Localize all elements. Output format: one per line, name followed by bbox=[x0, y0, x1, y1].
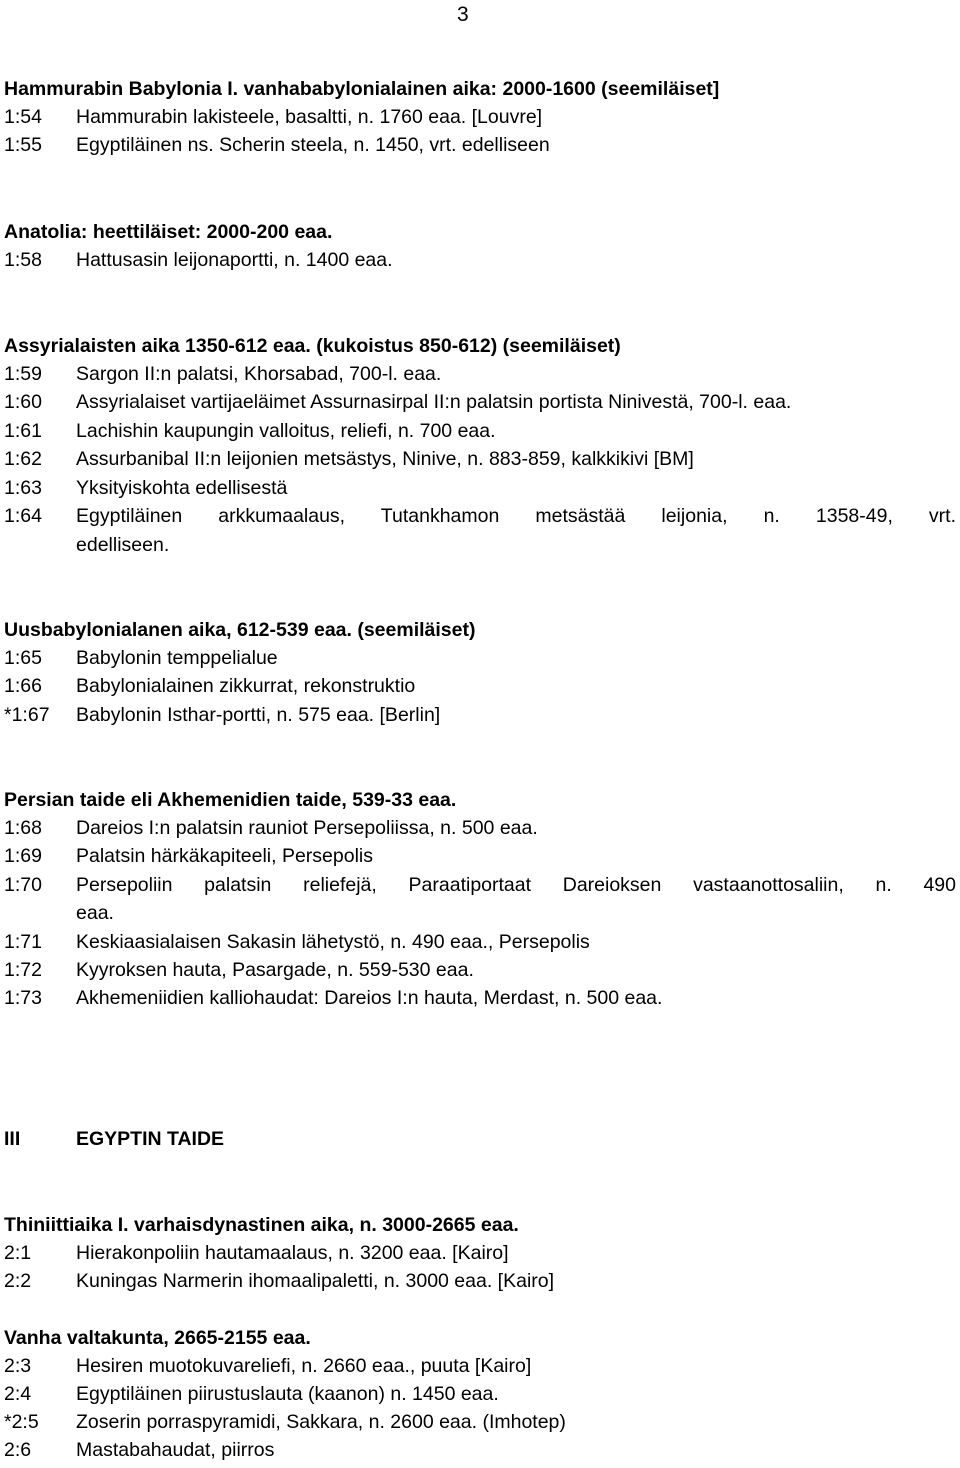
list-item bbox=[4, 363, 956, 391]
list-item bbox=[4, 448, 956, 476]
chapter-number: III bbox=[4, 1128, 21, 1150]
section-heading-babylonia: Hammurabin Babylonia I. vanhababylonialainen aika: 2000-1600 (seemiläiset] bbox=[4, 78, 720, 100]
section-heading-old-kingdom: Vanha valtakunta, 2665-2155 eaa. bbox=[4, 1327, 311, 1349]
entry-text: Akhemeniidien kalliohaudat: Dareios I:n hauta, Merdast, n. 500 eaa. bbox=[76, 987, 663, 1009]
entry-number: 1:70 bbox=[4, 874, 42, 896]
entry-text: Assurbanibal II:n leijonien metsästys, Ninive, n. 883-859, kalkkikivi [BM] bbox=[76, 448, 694, 470]
entry-number: 2:6 bbox=[4, 1439, 32, 1461]
entry-number: 2:4 bbox=[4, 1383, 32, 1405]
section-heading-anatolia: Anatolia: heettiläiset: 2000-200 eaa. bbox=[4, 221, 333, 243]
entry-number: 1:58 bbox=[4, 249, 42, 271]
entry-number: 1:65 bbox=[4, 647, 42, 669]
entry-text: Hattusasin leijonaportti, n. 1400 eaa. bbox=[76, 249, 393, 271]
list-item bbox=[4, 845, 956, 873]
list-item bbox=[4, 931, 956, 959]
entry-number: 2:1 bbox=[4, 1242, 32, 1264]
entry-text: Assyrialaiset vartijaeläimet Assurnasirpal II:n palatsin portista Ninivestä, 700-l. eaa. bbox=[76, 391, 792, 413]
section-heading-neobabylonia: Uusbabylonialanen aika, 612-539 eaa. (seemiläiset) bbox=[4, 619, 476, 641]
entry-number: 1:66 bbox=[4, 675, 42, 697]
entry-number: 1:71 bbox=[4, 931, 42, 953]
entry-number: 1:62 bbox=[4, 448, 42, 470]
entry-text: Babylonialainen zikkurrat, rekonstruktio bbox=[76, 675, 416, 697]
entry-number: 1:63 bbox=[4, 477, 42, 499]
list-item bbox=[4, 477, 956, 505]
section-heading-persia: Persian taide eli Akhemenidien taide, 539-33 eaa. bbox=[4, 789, 457, 811]
list-item bbox=[4, 134, 956, 162]
entry-number: 1:68 bbox=[4, 817, 42, 839]
entry-text: Egyptiläinen arkkumaalaus, Tutankhamon metsästää leijonia, n. 1358-49, vrt. bbox=[76, 505, 956, 527]
list-item bbox=[4, 1439, 956, 1467]
entry-number: 1:55 bbox=[4, 134, 42, 156]
chapter-title: EGYPTIN TAIDE bbox=[76, 1128, 225, 1150]
entry-text: Babylonin Isthar-portti, n. 575 eaa. [Berlin] bbox=[76, 704, 441, 726]
list-item bbox=[4, 505, 956, 533]
entry-number: 1:59 bbox=[4, 363, 42, 385]
entry-number: 1:72 bbox=[4, 959, 42, 981]
list-item bbox=[4, 1355, 956, 1383]
list-item bbox=[4, 704, 956, 732]
entry-continuation: eaa. bbox=[76, 902, 114, 924]
list-item bbox=[4, 391, 956, 419]
entry-text: Yksityiskohta edellisestä bbox=[76, 477, 288, 499]
list-item bbox=[4, 1383, 956, 1411]
entry-number: 1:60 bbox=[4, 391, 42, 413]
entry-text: Babylonin temppelialue bbox=[76, 647, 278, 669]
entry-text: Kyyroksen hauta, Pasargade, n. 559-530 eaa. bbox=[76, 959, 474, 981]
list-item bbox=[4, 647, 956, 675]
entry-text: Keskiaasialaisen Sakasin lähetystö, n. 490 eaa., Persepolis bbox=[76, 931, 590, 953]
entry-text: Sargon II:n palatsi, Khorsabad, 700-l. eaa. bbox=[76, 363, 442, 385]
entry-text: Kuningas Narmerin ihomaalipaletti, n. 3000 eaa. [Kairo] bbox=[76, 1270, 555, 1292]
list-item bbox=[4, 1270, 956, 1298]
entry-number: 2:3 bbox=[4, 1355, 32, 1377]
section-heading-assyria: Assyrialaisten aika 1350-612 eaa. (kukoistus 850-612) (seemiläiset) bbox=[4, 335, 621, 357]
entry-text: Mastabahaudat, piirros bbox=[76, 1439, 275, 1461]
list-item bbox=[4, 817, 956, 845]
page-number: 3 bbox=[457, 3, 469, 26]
list-item bbox=[4, 249, 956, 277]
entry-continuation: edelliseen. bbox=[76, 534, 170, 556]
entry-number: 1:73 bbox=[4, 987, 42, 1009]
list-item bbox=[4, 959, 956, 987]
entry-text: Hierakonpoliin hautamaalaus, n. 3200 eaa. [Kairo] bbox=[76, 1242, 509, 1264]
list-item bbox=[4, 675, 956, 703]
entry-number: *1:67 bbox=[4, 704, 50, 726]
entry-text: Zoserin porraspyramidi, Sakkara, n. 2600 eaa. (Imhotep) bbox=[76, 1411, 566, 1433]
entry-text: Hesiren muotokuvareliefi, n. 2660 eaa., puuta [Kairo] bbox=[76, 1355, 532, 1377]
entry-number: 2:2 bbox=[4, 1270, 32, 1292]
entry-number: 1:61 bbox=[4, 420, 42, 442]
entry-number: *2:5 bbox=[4, 1411, 39, 1433]
entry-text: Palatsin härkäkapiteeli, Persepolis bbox=[76, 845, 373, 867]
list-item bbox=[4, 106, 956, 134]
entry-text: Dareios I:n palatsin rauniot Persepoliissa, n. 500 eaa. bbox=[76, 817, 538, 839]
entry-number: 1:69 bbox=[4, 845, 42, 867]
list-item bbox=[4, 987, 956, 1015]
list-item bbox=[4, 874, 956, 902]
entry-text: Hammurabin lakisteele, basaltti, n. 1760 eaa. [Louvre] bbox=[76, 106, 543, 128]
entry-text: Egyptiläinen piirustuslauta (kaanon) n. 1450 eaa. bbox=[76, 1383, 499, 1405]
entry-number: 1:64 bbox=[4, 505, 42, 527]
entry-text: Egyptiläinen ns. Scherin steela, n. 1450, vrt. edelliseen bbox=[76, 134, 550, 156]
entry-text: Persepoliin palatsin reliefejä, Paraatiportaat Dareioksen vastaanottosaliin, n. 490 bbox=[76, 874, 956, 896]
entry-number: 1:54 bbox=[4, 106, 42, 128]
list-item bbox=[4, 1242, 956, 1270]
entry-text: Lachishin kaupungin valloitus, reliefi, n. 700 eaa. bbox=[76, 420, 496, 442]
section-heading-thinite: Thiniittiaika I. varhaisdynastinen aika, n. 3000-2665 eaa. bbox=[4, 1214, 519, 1236]
list-item bbox=[4, 1411, 956, 1439]
list-item bbox=[4, 420, 956, 448]
